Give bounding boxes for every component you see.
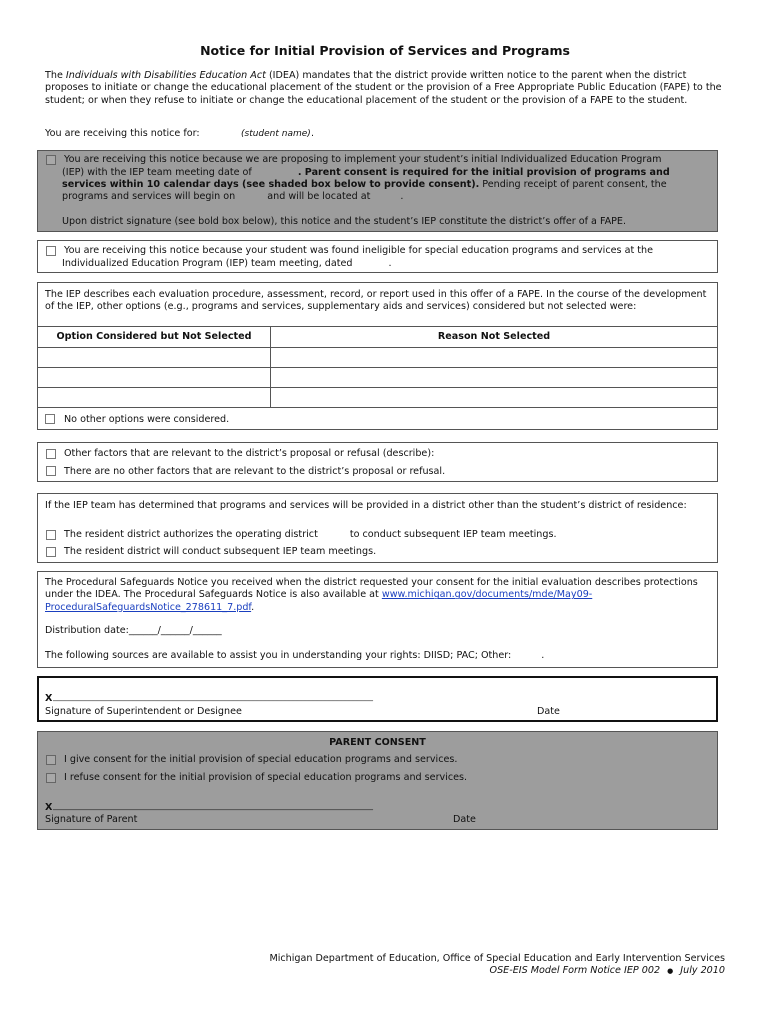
district-signature-x: X — [45, 693, 53, 704]
give-consent-checkbox[interactable] — [46, 755, 56, 765]
sources-text: The following sources are available to assist you in understanding your rights: DIISD; PAC; Other: — [45, 650, 512, 661]
receiving-line — [45, 128, 315, 140]
proposal-consent-bold: . Parent consent is required for the initial provision of programs and — [297, 167, 670, 178]
proposal-meeting-label: (IEP) with the IEP team meeting date of — [62, 167, 252, 178]
resident-authorizes-text-b: to conduct subsequent IEP team meetings. — [349, 529, 557, 540]
ineligible-checkbox[interactable] — [46, 246, 56, 256]
no-other-options-label: No other options were considered. — [64, 414, 230, 425]
refuse-consent-label: I refuse consent for the initial provision of special education programs and services. — [64, 772, 468, 783]
intro-post: (IDEA) mandates that the district provide written notice to the parent when the district proposes to initiate or change the educational placement of the student or the provision of a Free Appropriate Public Education (FAPE) to the student; or when they refuse to initiate or change the educational placement of the student or the provision of a FAPE to the student. — [45, 70, 722, 106]
footer-department: Michigan Department of Education, Office of Special Education and Early Intervention Services — [269, 953, 725, 964]
other-factors-label: Other factors that are relevant to the district’s proposal or refusal (describe): — [64, 448, 435, 459]
footer-date: July 2010 — [680, 965, 725, 976]
parent-signature-label: Signature of Parent — [45, 814, 138, 825]
footer-form-id — [490, 965, 725, 977]
proposal-box — [37, 150, 718, 232]
resident-authorizes-label — [64, 529, 557, 541]
resident-conducts-label: The resident district will conduct subsequent IEP team meetings. — [64, 546, 377, 557]
no-other-factors-checkbox[interactable] — [46, 466, 56, 476]
safeguards-description: The Procedural Safeguards Notice you received when the district requested your consent for the initial evaluation describes protections under the IDEA. The Procedural Safeguards Notice is also available at — [45, 577, 698, 601]
student-name-field[interactable]: (student name) — [241, 129, 311, 139]
proposal-begin-label: programs and services will begin on — [62, 191, 236, 202]
proposal-line-3 — [62, 179, 667, 191]
sources-line — [45, 650, 544, 662]
other-factors-box — [37, 442, 718, 482]
resident-authorizes-checkbox[interactable] — [46, 530, 56, 540]
footer-form-number: OSE-EIS Model Form Notice IEP 002 — [489, 965, 661, 976]
parent-date-label: Date — [453, 814, 476, 825]
intro-act-name: Individuals with Disabilities Education Act — [65, 70, 266, 81]
proposal-line-2 — [62, 167, 670, 179]
safeguards-link[interactable]: www.michigan.gov/documents/mde/May09-ProceduralSafeguardsNotice_278611_7.pdf — [45, 589, 593, 613]
options-description: The IEP describes each evaluation procedure, assessment, record, or report used in this offer of a FAPE. In the course of the development of the IEP, other options (e.g., programs and services, supplementary aids and services) considered but not selected were: — [45, 289, 707, 313]
reason-column-header: Reason Not Selected — [271, 327, 718, 348]
refuse-consent-checkbox[interactable] — [46, 773, 56, 783]
proposal-deadline-bold: services within 10 calendar days (see shaded box below to provide consent). — [62, 179, 480, 190]
district-date-label: Date — [537, 706, 560, 717]
ineligible-line-1: You are receiving this notice because your student was found ineligible for special education programs and services at the — [64, 245, 653, 256]
proposal-line-4 — [62, 191, 403, 203]
bullet-icon: ● — [667, 967, 674, 975]
options-table-header — [38, 327, 718, 348]
district-signature-box — [37, 676, 718, 722]
table-row — [38, 348, 718, 368]
district-signature-label: Signature of Superintendent or Designee — [45, 706, 242, 717]
proposal-period: . — [400, 191, 404, 202]
sources-period: . — [541, 650, 545, 661]
reason-cell[interactable] — [271, 388, 718, 408]
option-cell[interactable] — [38, 368, 271, 388]
proposal-checkbox[interactable] — [46, 155, 56, 165]
no-other-options-checkbox[interactable] — [45, 414, 55, 424]
intro-pre: The — [45, 70, 66, 81]
receiving-label: You are receiving this notice for: — [45, 128, 200, 139]
options-table — [37, 326, 718, 408]
parent-signature-line[interactable]: ________________________________________________________________________________ — [53, 801, 373, 810]
safeguards-period: . — [251, 601, 255, 613]
proposal-line-1: You are receiving this notice because we are proposing to implement your student’s initial Individualized Education Program — [64, 154, 662, 165]
option-cell[interactable] — [38, 348, 271, 368]
give-consent-label: I give consent for the initial provision of special education programs and services. — [64, 754, 458, 765]
safeguards-text — [45, 577, 709, 614]
ineligible-period: . — [388, 258, 392, 269]
proposal-line-5: Upon district signature (see bold box below), this notice and the student’s IEP constitute the district’s offer of a FAPE. — [62, 216, 627, 227]
parent-signature-x: X — [45, 802, 53, 813]
reason-cell[interactable] — [271, 348, 718, 368]
reason-cell[interactable] — [271, 368, 718, 388]
ineligible-dated-label: Individualized Education Program (IEP) team meeting, dated — [62, 258, 353, 269]
option-cell[interactable] — [38, 388, 271, 408]
operating-district-text: If the IEP team has determined that programs and services will be provided in a district other than the student’s district of residence: — [45, 500, 687, 511]
parent-consent-heading: PARENT CONSENT — [329, 737, 426, 748]
parent-consent-box — [37, 731, 718, 830]
ineligible-line-2 — [62, 258, 392, 270]
intro-paragraph — [45, 70, 725, 107]
other-factors-checkbox[interactable] — [46, 449, 56, 459]
district-signature-line[interactable]: ________________________________________________________________________________ — [53, 692, 373, 701]
page-title: Notice for Initial Provision of Services and Programs — [200, 43, 570, 58]
operating-district-box — [37, 493, 718, 563]
table-row — [38, 368, 718, 388]
resident-authorizes-text-a: The resident district authorizes the operating district — [64, 529, 318, 540]
option-column-header: Option Considered but Not Selected — [38, 327, 271, 348]
proposal-pending: Pending receipt of parent consent, the — [479, 179, 667, 190]
receiving-period: . — [311, 128, 315, 139]
ineligible-box — [37, 240, 718, 273]
resident-conducts-checkbox[interactable] — [46, 547, 56, 557]
distribution-date[interactable]: Distribution date:______/______/______ — [45, 625, 222, 636]
proposal-location-label: and will be located at — [267, 191, 371, 202]
table-row — [38, 388, 718, 408]
no-other-factors-label: There are no other factors that are relevant to the district’s proposal or refusal. — [64, 466, 446, 477]
procedural-safeguards-box — [37, 571, 718, 668]
